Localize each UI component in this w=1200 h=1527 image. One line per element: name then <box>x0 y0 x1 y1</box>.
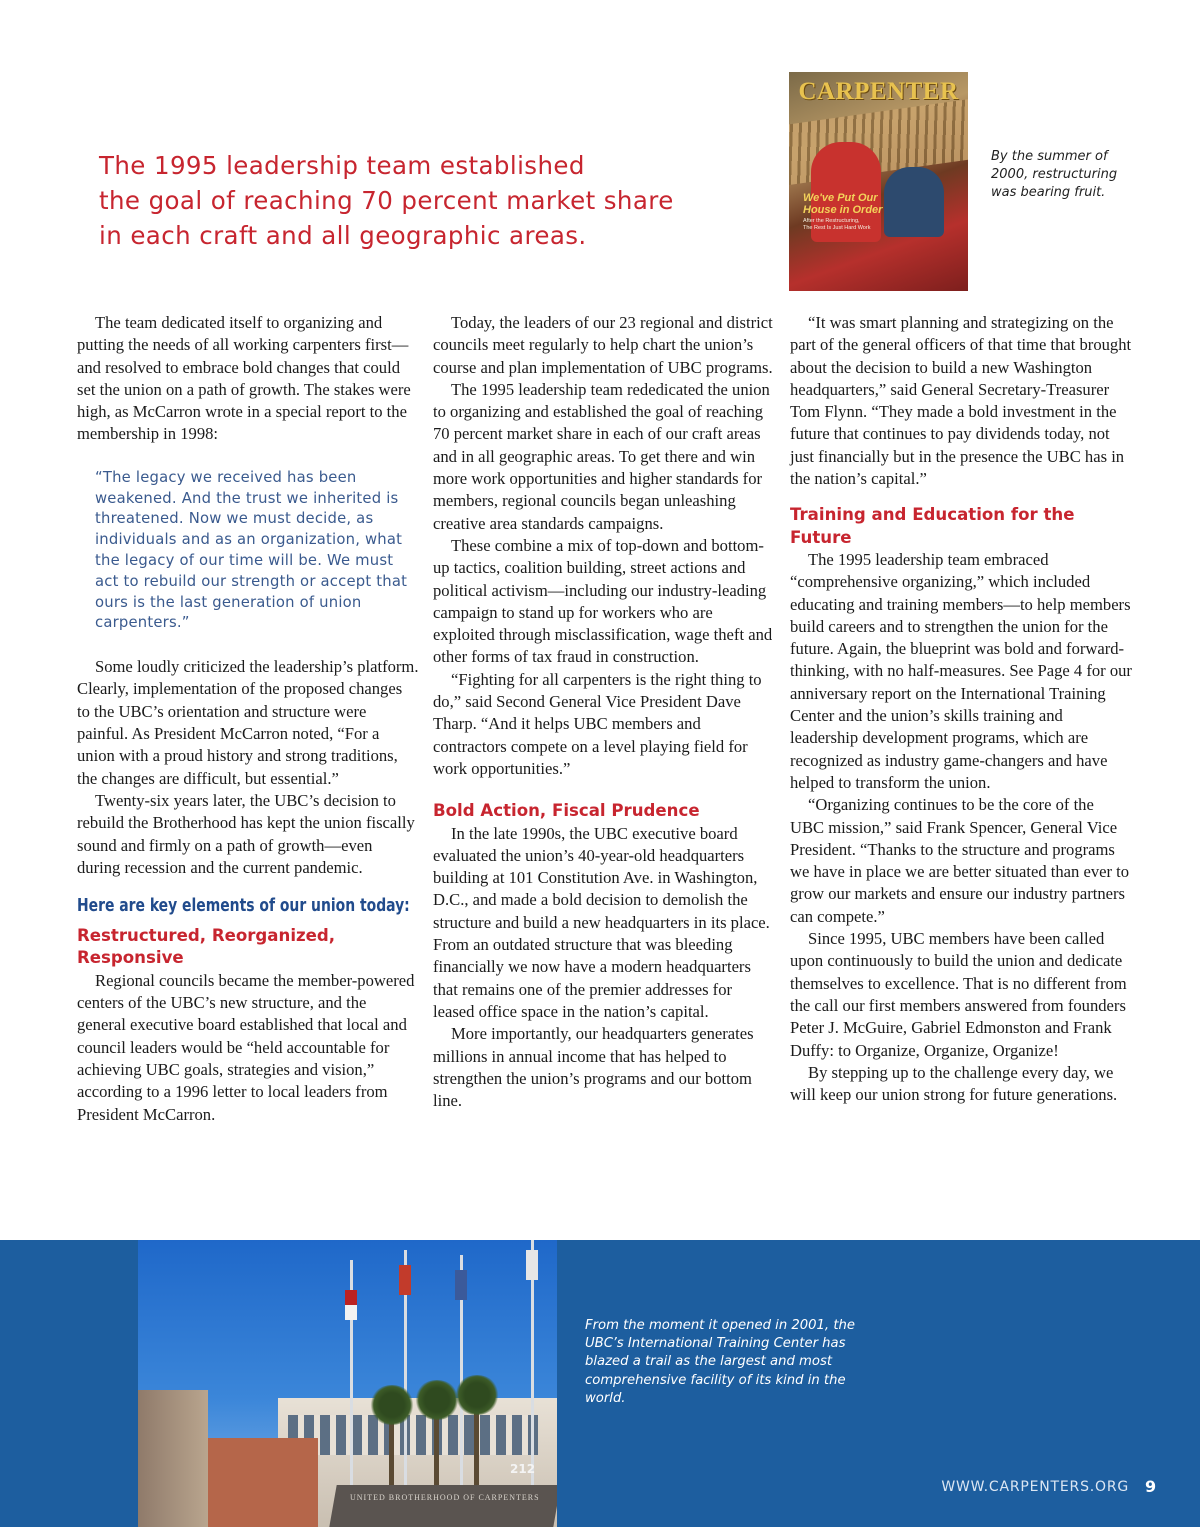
paragraph: Regional councils became the member-powered centers of the UBC’s new structure, and the general executive board established that local and council leaders would be “held accountable for achieving UBC goals, strategies and vision,” according to a 1996 letter to local leaders from President McCarron. <box>77 970 415 1124</box>
article-column-2 <box>433 312 775 1112</box>
nevada-flag <box>455 1270 467 1300</box>
section-heading-bold-action: Bold Action, Fiscal Prudence <box>433 801 700 821</box>
palm-tree <box>369 1385 415 1425</box>
section-heading-restructured: Restructured, Reorganized, Responsive <box>77 926 336 968</box>
training-center-photo <box>138 1240 557 1527</box>
paragraph: The 1995 leadership team embraced “comprehensive organizing,” which included educating and training members—to help members build careers and to strengthen the union for the future. Again, the blueprint was bold and forward-thinking, with no half-measures. See Page 4 for our anniversary report on the International Training Center and the union’s skills training and leadership development programs, which are recognized as industry game-changers and have helped to transform the union. <box>790 549 1132 792</box>
cover-headline-line-2: House in Order <box>803 204 883 216</box>
building-entrance <box>208 1438 318 1527</box>
photo-caption: From the moment it opened in 2001, the UBC’s International Training Center has blazed a trail as the largest and most comprehensive facility of its kind in the world. <box>585 1318 855 1406</box>
building-windows <box>288 1415 538 1455</box>
ubc-flag <box>526 1250 538 1280</box>
headline-line-2: the goal of reaching 70 percent market share <box>99 186 674 215</box>
block-quote: “The legacy we received has been weakened. And the trust we inherited is threatened. Now we must decide, as individuals and as an organization, what the legacy of our time will be. We must act to rebuild our strength or accept that ours is the last generation of union carpenters.” <box>95 468 408 632</box>
paragraph: Some loudly criticized the leadership’s platform. Clearly, implementation of the proposed changes to the UBC’s orientation and structure were painful. As President McCarron noted, “For a union with a proud history and strong traditions, the changes are difficult, but essential.” <box>77 657 419 788</box>
paragraph: Since 1995, UBC members have been called upon continuously to build the union and dedicate themselves to excellence. That is no different from the call our first members answered from founders Peter J. McGuire, Gabriel Edmonston and Frank Duffy: to Organize, Organize, Organize! <box>790 929 1127 1060</box>
paragraph: “Fighting for all carpenters is the right thing to do,” said Second General Vice President Dave Tharp. “And it helps UBC members and contractors compete on a level playing field for work opportunities.” <box>433 669 762 778</box>
paragraph: Today, the leaders of our 23 regional and district councils meet regularly to help chart the union’s course and plan implementation of UBC programs. <box>433 313 773 377</box>
paragraph: By stepping up to the challenge every day, we will keep our union strong for future generations. <box>790 1062 1118 1105</box>
palm-tree <box>414 1380 460 1420</box>
cover-worker-blue <box>884 167 944 237</box>
article-column-3 <box>790 312 1132 1106</box>
paragraph: The team dedicated itself to organizing and putting the needs of all working carpenters first—and resolved to embrace bold changes that could set the union on a path of growth. The stakes were high, as McCarron wrote in a special report to the membership in 1998: <box>77 313 411 444</box>
paragraph: The 1995 leadership team rededicated the union to organizing and established the goal of reaching 70 percent market share in each of our craft areas and in all geographic areas. To get there and win more work opportunities and higher standards for members, regional councils began unleashing creative area standards campaigns. <box>433 379 770 533</box>
monument-sign-text: UNITED BROTHERHOOD OF CARPENTERS <box>350 1493 540 1502</box>
us-flag <box>345 1290 357 1320</box>
cover-subhead-line-2: The Rest Is Just Hard Work <box>803 224 871 231</box>
paragraph: In the late 1990s, the UBC executive board evaluated the union’s 40-year-old headquarters building at 101 Constitution Ave. in Washington, D.C., and made a bold decision to demolish the structure and build a new headquarters in its place. From an outdated structure that was bleeding financially we now have a modern headquarters that remains one of the premier addresses for leased office space in the nation’s capital. <box>433 823 770 1021</box>
paragraph: “Organizing continues to be the core of the UBC mission,” said Frank Spencer, General Vice President. “Thanks to the structure and programs we have in place we are better situated than ever to grow our markets and ensure our industry partners can compete.” <box>790 795 1130 926</box>
paragraph: Twenty-six years later, the UBC’s decision to rebuild the Brotherhood has kept the union fiscally sound and firmly on a path of growth—even during recession and the current pandemic. <box>77 790 415 877</box>
magazine-caption: By the summer of 2000, restructuring was bearing fruit. <box>991 149 1118 200</box>
headline-line-1: The 1995 leadership team established <box>99 151 585 180</box>
magazine-masthead: CARPENTER <box>798 78 959 105</box>
pull-quote-headline <box>99 148 739 253</box>
cover-subhead <box>803 218 870 231</box>
palm-tree <box>454 1375 500 1415</box>
cover-subhead-line-1: After the Restructuring, <box>803 218 860 224</box>
paragraph: More importantly, our headquarters generates millions in annual income that has helped to strengthen the union’s programs and our bottom line. <box>433 1024 754 1111</box>
cover-headline-line-1: We've Put Our <box>803 192 878 204</box>
page-number: 9 <box>1145 1477 1157 1496</box>
magazine-cover-image <box>789 72 968 291</box>
headline-line-3: in each craft and all geographic areas. <box>99 221 587 250</box>
article-column-1 <box>77 312 419 1126</box>
paragraph: “It was smart planning and strategizing on the part of the general officers of that time that brought about the decision to build a new Washington headquarters,” said General Secretary-Treasurer Tom Flynn. “They made a bold investment in the future that continues to pay dividends today, not just financially but in the presence the UBC has in the nation’s capital.” <box>790 313 1132 489</box>
building-number: 212 <box>510 1462 536 1476</box>
website-url: WWW.CARPENTERS.ORG <box>941 1479 1129 1495</box>
paragraph: These combine a mix of top-down and bottom-up tactics, coalition building, street actions and political activism—including our industry-leading campaign to stand up for workers who are exploited through misclassification, wage theft and other forms of tax fraud in construction. <box>433 535 773 667</box>
state-flag <box>399 1265 411 1295</box>
monument-sign <box>329 1485 557 1527</box>
key-elements-heading: Here are key elements of our union today: <box>77 895 410 917</box>
section-heading-training: Training and Education for the Future <box>790 505 1075 547</box>
building-left-wing <box>138 1390 208 1527</box>
cover-headline <box>803 192 882 216</box>
